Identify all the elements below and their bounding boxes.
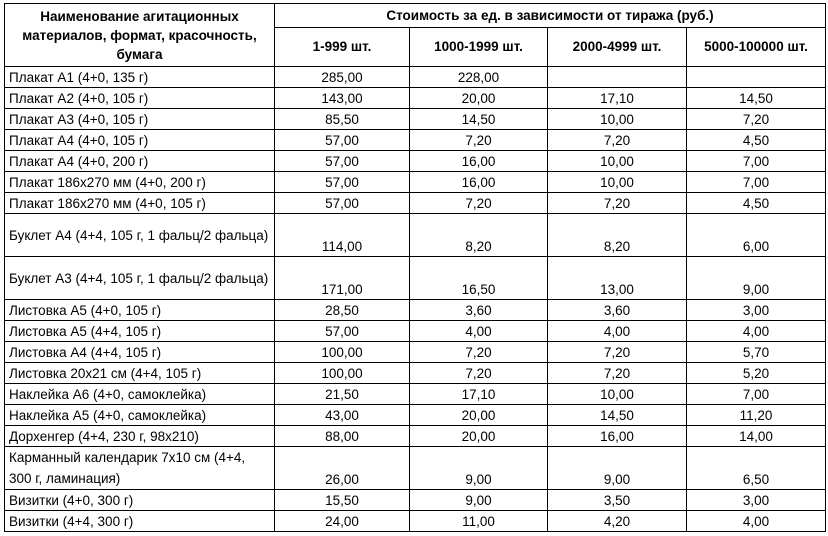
table-row: [5, 447, 826, 490]
price-cell: 143,00: [275, 88, 410, 109]
material-name-cell: Листовка А5 (4+4, 105 г): [5, 321, 275, 342]
material-name-cell: Плакат 186х270 мм (4+0, 105 г): [5, 193, 275, 214]
price-cell: 5,70: [687, 342, 826, 363]
table-row: [5, 172, 826, 193]
material-name-cell: Листовка 20х21 см (4+4, 105 г): [5, 363, 275, 384]
price-cell: 4,50: [687, 130, 826, 151]
material-name-cell: Карманный календарик 7х10 см (4+4, 300 г, ламинация): [5, 447, 275, 490]
price-cell: 3,60: [548, 300, 687, 321]
price-cell: 4,00: [410, 321, 548, 342]
table-body: [5, 67, 826, 532]
material-name-cell: Плакат А2 (4+0, 105 г): [5, 88, 275, 109]
price-cell: 11,00: [410, 511, 548, 532]
price-table: [4, 3, 826, 532]
price-cell: 57,00: [275, 130, 410, 151]
price-cell: 9,00: [410, 490, 548, 511]
table-row: [5, 511, 826, 532]
price-cell: 57,00: [275, 321, 410, 342]
tier-header: 1000-1999 шт.: [410, 27, 548, 66]
price-cell: 285,00: [275, 67, 410, 88]
price-cell: 7,20: [410, 363, 548, 384]
price-cell: 21,50: [275, 384, 410, 405]
table-row: [5, 88, 826, 109]
price-cell: 7,20: [687, 109, 826, 130]
price-cell: 10,00: [548, 384, 687, 405]
price-cell: 9,00: [548, 447, 687, 490]
price-cell: 6,50: [687, 447, 826, 490]
price-cell: 5,20: [687, 363, 826, 384]
table-row: [5, 151, 826, 172]
price-cell: 8,20: [548, 214, 687, 257]
price-cell: 7,20: [410, 193, 548, 214]
price-cell: 7,00: [687, 151, 826, 172]
price-cell: 88,00: [275, 426, 410, 447]
price-cell: 9,00: [687, 257, 826, 300]
price-cell: 3,00: [687, 490, 826, 511]
table-row: [5, 300, 826, 321]
price-cell: 14,50: [687, 88, 826, 109]
tier-header: 5000-100000 шт.: [687, 27, 826, 66]
table-row: [5, 257, 826, 300]
price-cell: 14,50: [410, 109, 548, 130]
price-cell: 100,00: [275, 363, 410, 384]
table-row: [5, 67, 826, 88]
price-cell: 13,00: [548, 257, 687, 300]
table-row: [5, 193, 826, 214]
material-name-cell: Буклет А4 (4+4, 105 г, 1 фальц/2 фальца): [5, 214, 275, 257]
price-cell: 17,10: [548, 88, 687, 109]
price-cell: 16,00: [410, 151, 548, 172]
price-cell: 3,00: [687, 300, 826, 321]
price-cell: 7,20: [410, 130, 548, 151]
table-row: [5, 321, 826, 342]
price-cell: 4,00: [687, 511, 826, 532]
table-row: [5, 384, 826, 405]
price-cell: 7,20: [410, 342, 548, 363]
price-cell: 43,00: [275, 405, 410, 426]
price-cell: 4,00: [687, 321, 826, 342]
price-cell: 10,00: [548, 151, 687, 172]
table-row: [5, 405, 826, 426]
price-cell: 28,50: [275, 300, 410, 321]
price-cell: [687, 67, 826, 88]
price-cell: 57,00: [275, 193, 410, 214]
tier-header: 1-999 шт.: [275, 27, 410, 66]
price-cell: 7,00: [687, 172, 826, 193]
price-cell: 20,00: [410, 426, 548, 447]
price-cell: 4,20: [548, 511, 687, 532]
table-row: [5, 490, 826, 511]
table-row: [5, 426, 826, 447]
name-column-header: Наименование агитационных материалов, формат, красочность, бумага: [5, 4, 275, 67]
price-cell: 228,00: [410, 67, 548, 88]
material-name-cell: Плакат А1 (4+0, 135 г): [5, 67, 275, 88]
price-cell: 15,50: [275, 490, 410, 511]
material-name-cell: Визитки (4+4, 300 г): [5, 511, 275, 532]
price-cell: 20,00: [410, 405, 548, 426]
price-cell: 4,00: [548, 321, 687, 342]
material-name-cell: Дорхенгер (4+4, 230 г, 98х210): [5, 426, 275, 447]
price-cell: 85,50: [275, 109, 410, 130]
price-cell: 7,20: [548, 130, 687, 151]
price-cell: 6,00: [687, 214, 826, 257]
table-row: [5, 342, 826, 363]
table-row: [5, 109, 826, 130]
price-cell: 7,20: [548, 342, 687, 363]
price-cell: 3,50: [548, 490, 687, 511]
price-cell: 10,00: [548, 172, 687, 193]
material-name-cell: Визитки (4+0, 300 г): [5, 490, 275, 511]
table-row: [5, 214, 826, 257]
price-cell: 9,00: [410, 447, 548, 490]
price-cell: 100,00: [275, 342, 410, 363]
price-cell: 57,00: [275, 151, 410, 172]
price-cell: 114,00: [275, 214, 410, 257]
price-cell: 24,00: [275, 511, 410, 532]
material-name-cell: Буклет А3 (4+4, 105 г, 1 фальц/2 фальца): [5, 257, 275, 300]
price-cell: 8,20: [410, 214, 548, 257]
material-name-cell: Наклейка А5 (4+0, самоклейка): [5, 405, 275, 426]
price-cell: 17,10: [410, 384, 548, 405]
price-cell: 4,50: [687, 193, 826, 214]
price-cell: [548, 67, 687, 88]
price-cell: 10,00: [548, 109, 687, 130]
price-cell: 16,50: [410, 257, 548, 300]
material-name-cell: Плакат 186х270 мм (4+0, 200 г): [5, 172, 275, 193]
tier-header: 2000-4999 шт.: [548, 27, 687, 66]
price-cell: 57,00: [275, 172, 410, 193]
material-name-cell: Плакат А4 (4+0, 200 г): [5, 151, 275, 172]
price-cell: 11,20: [687, 405, 826, 426]
price-cell: 14,50: [548, 405, 687, 426]
material-name-cell: Листовка А4 (4+4, 105 г): [5, 342, 275, 363]
price-cell: 7,20: [548, 363, 687, 384]
price-cell: 171,00: [275, 257, 410, 300]
table-row: [5, 363, 826, 384]
price-cell: 7,20: [548, 193, 687, 214]
table-row: [5, 130, 826, 151]
price-cell: 26,00: [275, 447, 410, 490]
price-cell: 14,00: [687, 426, 826, 447]
price-cell: 7,00: [687, 384, 826, 405]
material-name-cell: Листовка А5 (4+0, 105 г): [5, 300, 275, 321]
price-group-header: Стоимость за ед. в зависимости от тиража (руб.): [275, 4, 826, 28]
price-cell: 16,00: [410, 172, 548, 193]
price-cell: 3,60: [410, 300, 548, 321]
material-name-cell: Плакат А3 (4+0, 105 г): [5, 109, 275, 130]
material-name-cell: Плакат А4 (4+0, 105 г): [5, 130, 275, 151]
material-name-cell: Наклейка А6 (4+0, самоклейка): [5, 384, 275, 405]
price-cell: 16,00: [548, 426, 687, 447]
price-cell: 20,00: [410, 88, 548, 109]
